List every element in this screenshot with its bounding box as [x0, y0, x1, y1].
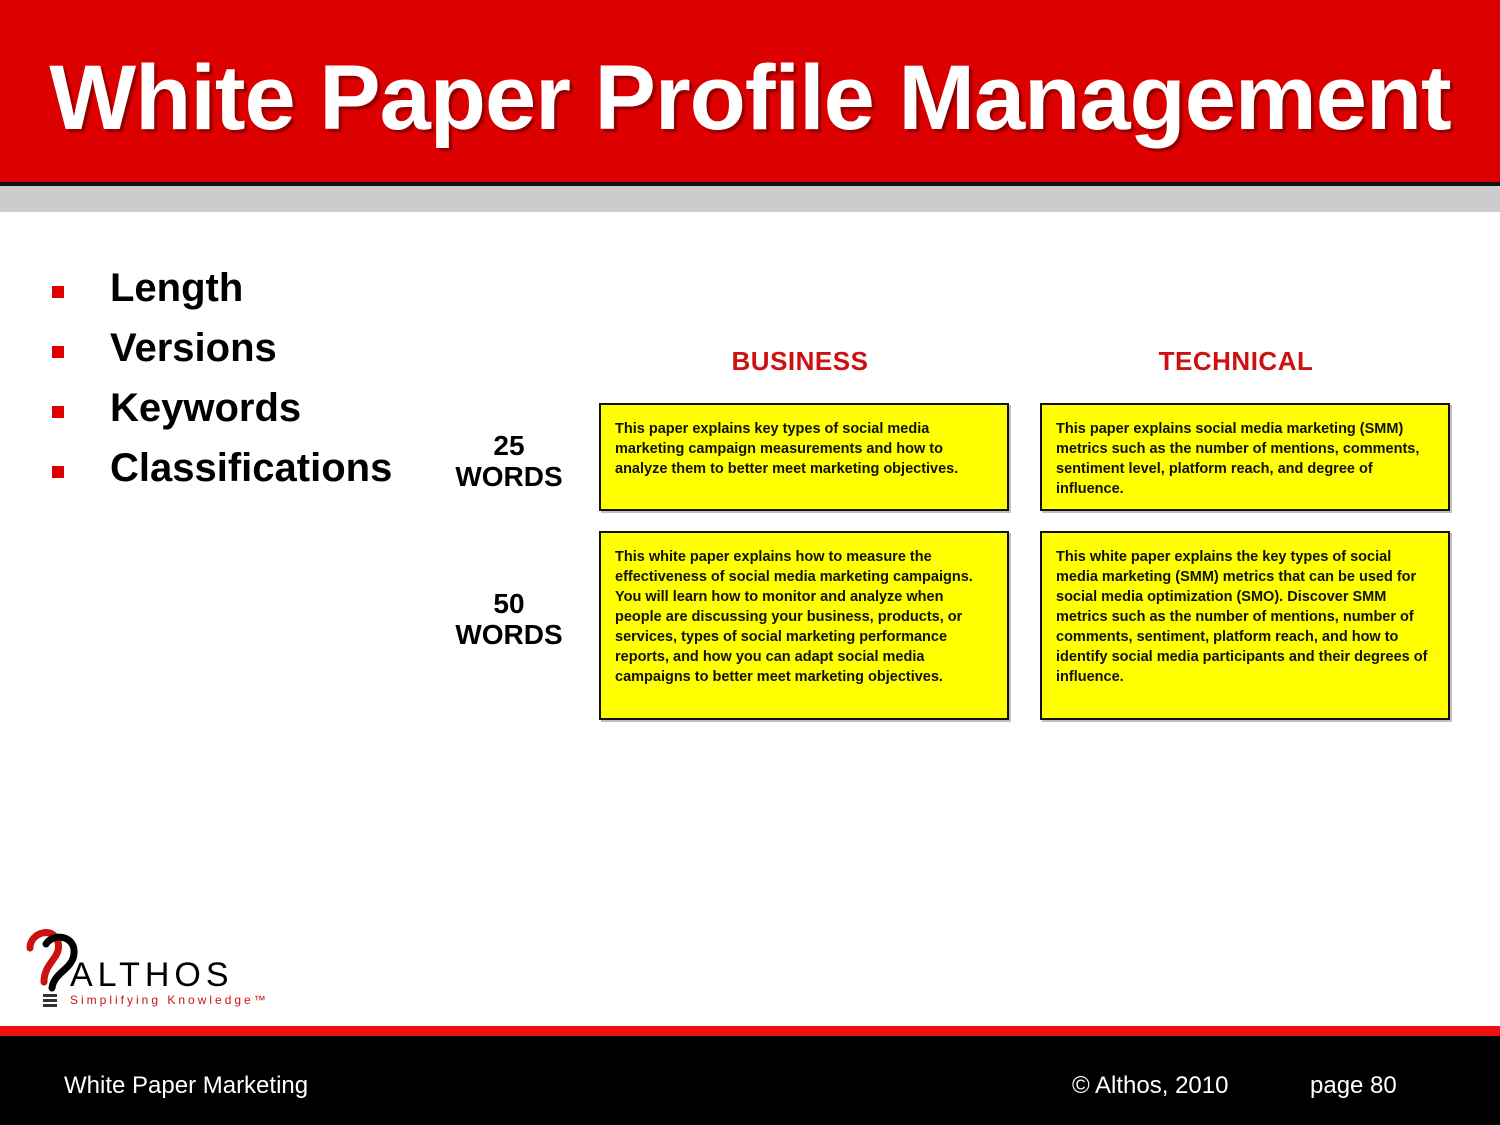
- column-heading-business: BUSINESS: [731, 346, 869, 376]
- row-label-number: 25: [493, 430, 525, 461]
- row-label-number: 50: [493, 588, 525, 619]
- bullet-item: [52, 318, 392, 378]
- bullet-text: Keywords: [110, 385, 302, 430]
- title-banner: [0, 0, 1500, 186]
- column-heading-technical: TECHNICAL: [1158, 346, 1314, 376]
- footer-copyright: © Althos, 2010: [1072, 1072, 1229, 1099]
- technical-50-words-box: This white paper explains the key types of social media marketing (SMM) metrics that can be used for social media optimization (SMO). Discover SMM metrics such as the number of mentions, number of comments, sentiment, platform reach, and how to identify social media participants and their degrees of influence.: [1040, 531, 1450, 720]
- bullet-square-icon: [52, 406, 64, 418]
- row-label-50-words: [454, 588, 564, 650]
- bullet-square-icon: [52, 346, 64, 358]
- row-label-unit: WORDS: [455, 619, 563, 650]
- footer-page-number: page 80: [1310, 1072, 1397, 1099]
- business-50-words-box: This white paper explains how to measure the effectiveness of social media marketing campaigns. You will learn how to monitor and analyze when people are discussing your business, products, or services, types of social marketing performance reports, and how you can adapt social media campaigns to better meet marketing objectives.: [599, 531, 1009, 720]
- bullet-text: Versions: [110, 325, 277, 370]
- business-25-words-box: This paper explains key types of social media marketing campaign measurements and how to analyze them to better meet marketing objectives.: [599, 403, 1009, 511]
- bullet-square-icon: [52, 466, 64, 478]
- bullet-item: [52, 378, 392, 438]
- row-label-25-words: [454, 430, 564, 492]
- bullet-square-icon: [52, 286, 64, 298]
- bullet-list: [52, 258, 392, 498]
- bullet-item: [52, 258, 392, 318]
- footer-course-title: White Paper Marketing: [64, 1072, 309, 1099]
- logo-wordmark: ALTHOS: [70, 956, 234, 994]
- bullet-item: [52, 438, 392, 498]
- footer-accent-line: [0, 1026, 1500, 1036]
- slide-title: White Paper Profile Management: [49, 47, 1451, 149]
- bullet-text: Classifications: [110, 445, 393, 490]
- row-label-unit: WORDS: [455, 461, 563, 492]
- technical-25-words-box: This paper explains social media marketing (SMM) metrics such as the number of mentions, comments, sentiment level, platform reach, and degree of influence.: [1040, 403, 1450, 511]
- footer-bar: [0, 1036, 1500, 1125]
- divider-band: [0, 186, 1500, 212]
- althos-logo: [24, 926, 269, 1016]
- bullet-text: Length: [110, 265, 244, 310]
- logo-tagline: Simplifying Knowledge™: [70, 993, 269, 1007]
